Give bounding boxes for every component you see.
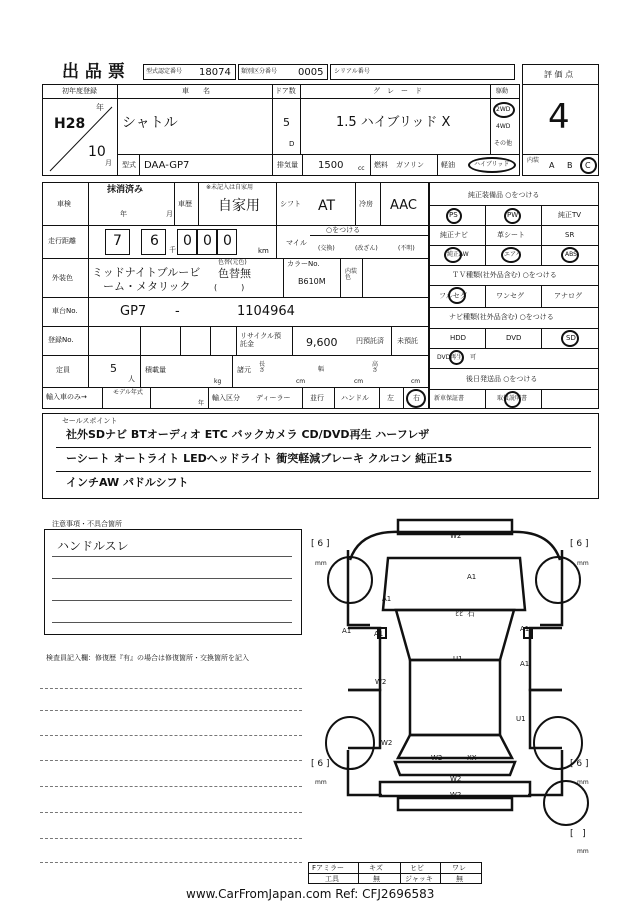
tread-front-left-unit: mm	[315, 560, 327, 567]
left-rear-quarter	[348, 750, 382, 795]
model-value: DAA-GP7	[144, 160, 190, 171]
inspection-value: 抹消済み	[107, 185, 144, 195]
damage-w2-left-rear-door: W2	[375, 678, 387, 686]
chassis-prefix: GP7	[120, 304, 147, 319]
door-d: D	[289, 140, 295, 148]
door-label: ドア数	[275, 87, 296, 95]
model-label: 型式	[122, 161, 136, 169]
first-registration-month: 10	[88, 144, 106, 160]
registration-label: 登録No.	[48, 336, 74, 344]
wheel-front-right	[536, 557, 580, 603]
import-dealer: ディーラー	[256, 394, 291, 402]
tread-rear-right: [ 6 ]	[570, 759, 589, 769]
hood	[383, 558, 525, 610]
dimension-width-cm: cm	[354, 378, 364, 385]
sales-point-line3: インチAW パドルシフト	[66, 476, 189, 489]
year-unit: 年	[96, 103, 104, 112]
equip-pw-circle	[504, 208, 521, 224]
inspection-month-unit: 月	[166, 210, 173, 218]
footer-watermark: www.CarFromJapan.com Ref: CFJ2696583	[186, 887, 435, 901]
dvd-playback-yes: 可	[470, 354, 477, 361]
dimension-height: 高さ	[372, 361, 379, 374]
first-registration-label: 初年度登録	[62, 87, 97, 95]
fuel-gasoline: ガソリン	[396, 161, 424, 169]
after-manual-circle	[504, 391, 521, 408]
chassis-number: 1104964	[237, 304, 295, 319]
tread-rear-right-unit: mm	[577, 779, 589, 786]
usage-label: 車歴	[178, 200, 192, 208]
color-number-value: B610M	[298, 277, 326, 286]
mileage-km: km	[258, 247, 269, 255]
grade-value: 1.5 ハイブリッド X	[336, 115, 451, 130]
tread-spare: [ ]	[570, 829, 586, 839]
interior-c: C	[585, 161, 591, 170]
capacity-label: 定員	[56, 366, 70, 374]
right-front-fender	[540, 550, 562, 625]
interior-color-label: 内装色	[345, 268, 358, 281]
cc-unit: cc	[358, 165, 365, 172]
recycle-unpaid: 未預託	[397, 337, 418, 345]
notes-line1: ハンドルスレ	[57, 539, 129, 553]
sales-point-line1: 社外SDナビ BTオーディオ ETC バックカメラ CD/DVD再生 ハーフレザ	[66, 428, 430, 441]
damage-xx-trunk: XX	[467, 754, 477, 762]
color-change-label: 色替(元色)	[218, 259, 247, 266]
month-unit: 月	[105, 159, 112, 167]
rear-bumper	[398, 798, 512, 810]
recycle-value: 9,600	[306, 336, 338, 349]
details-box	[42, 182, 429, 409]
navi-dvd: DVD	[506, 334, 522, 342]
inspection-year-unit: 年	[120, 210, 127, 218]
equip-pw: PW	[507, 211, 519, 219]
equip-genuine-aw: 純正AW	[447, 251, 469, 258]
handle-right: 右	[413, 394, 420, 402]
navi-sd-circle	[561, 330, 579, 347]
shift-label: シフト	[280, 200, 301, 208]
right-rear-quarter	[528, 750, 562, 795]
legend-crack: ヒビ	[410, 864, 424, 872]
equip-ps-circle	[446, 208, 462, 224]
drive-2wd: 2WD	[496, 106, 511, 113]
mileage-digit-2: 6	[150, 233, 159, 249]
mile-option-tampered: (改ざん)	[355, 245, 378, 252]
dimension-height-cm: cm	[411, 378, 421, 385]
class-number-value: 0005	[298, 67, 324, 78]
displacement-label: 排気量	[277, 161, 298, 169]
navi-sd: SD	[566, 334, 576, 342]
score-label: 評 価 点	[544, 70, 574, 79]
dvd-playback-label: DVD再生	[437, 354, 463, 361]
interior-b: B	[567, 161, 573, 170]
interior-a: A	[549, 161, 555, 170]
equip-sr: SR	[565, 231, 575, 239]
damage-w2-front-bumper: W2	[450, 532, 462, 540]
wheel-rear-left	[326, 717, 374, 769]
dimension-label: 諸元	[237, 366, 251, 374]
dimension-length-cm: cm	[296, 378, 306, 385]
mileage-digit-3: 0	[183, 233, 192, 249]
left-front-fender	[348, 550, 370, 625]
tv-fullseg: フルセグ	[439, 292, 467, 300]
ac-value: AAC	[390, 198, 417, 213]
after-manual: 取扱説明書	[497, 395, 528, 402]
import-category-label: 輸入区分	[212, 394, 240, 402]
equip-airbag-circle	[501, 247, 521, 263]
serial-number-label: シリアル番号	[334, 68, 370, 75]
equip-airbag: エアバ	[504, 251, 522, 258]
class-number-label: 類別区分番号	[241, 68, 278, 75]
notes-label: 注意事項・不具合箇所	[52, 520, 122, 528]
dvd-playback-circle	[449, 350, 464, 365]
spare-tire	[544, 781, 588, 825]
legend-scratch: キズ	[369, 864, 383, 872]
load-unit: kg	[214, 378, 222, 385]
damage-w2-rear-bumper-upper: W2	[450, 775, 462, 783]
mileage-digit-4: 0	[203, 233, 212, 249]
recycle-label: リサイクル預託金	[240, 332, 282, 349]
shift-value: AT	[318, 198, 336, 214]
color-change-paren: ( )	[214, 283, 245, 292]
tv-fullseg-circle	[448, 287, 466, 304]
page-title: 出 品 票	[62, 62, 125, 82]
legend-tools-value: 無	[373, 875, 380, 883]
equip-leather: 革シート	[497, 231, 525, 239]
mile-note: ○をつける	[326, 226, 361, 234]
color-change-value: 色替無	[218, 267, 251, 280]
mileage-thousand: 千	[169, 246, 176, 254]
legend-tools: 工具	[325, 875, 339, 883]
sales-point-label: セールスポイント	[62, 417, 118, 425]
import-parallel: 並行	[310, 394, 324, 402]
legend-break: ワレ	[452, 864, 466, 872]
approval-number-label: 型式認定番号	[146, 68, 183, 75]
trunk	[395, 762, 515, 775]
displacement-value: 1500	[318, 160, 344, 171]
fuel-hybrid-circle	[468, 157, 516, 173]
navi-hdd: HDD	[450, 334, 467, 342]
handle-right-circle	[406, 389, 426, 408]
tv-oneseg: ワンセグ	[496, 292, 524, 300]
capacity-value: 5	[110, 362, 117, 375]
damage-u1-roof: U1	[453, 655, 463, 663]
capacity-unit: 人	[128, 375, 135, 383]
approval-number-value: 18074	[199, 67, 231, 78]
inspection-label: 車検	[57, 200, 71, 208]
damage-a1-right-door-2: A1	[520, 660, 530, 668]
right-front-door	[530, 628, 562, 690]
tread-front-right: [ 6 ]	[570, 539, 589, 549]
handle-left: 左	[387, 394, 394, 402]
color-label: 外装色	[52, 274, 73, 282]
legend-jack: ジャッキ	[405, 875, 433, 883]
door-value: 5	[283, 116, 290, 129]
damage-a1-left-fender: A1	[382, 595, 392, 603]
interior-label: 内装	[527, 157, 540, 164]
dimension-width: 幅	[318, 366, 325, 373]
damage-a1-left-door: A1	[342, 627, 352, 635]
damage-w2-left-quarter: W2	[381, 739, 393, 747]
load-label: 積載量	[145, 366, 166, 374]
damage-u1-right-rear: U1	[516, 715, 526, 723]
rear-window	[398, 735, 512, 758]
usage-value: 自家用	[218, 198, 260, 214]
mileage-label: 走行距離	[48, 237, 76, 245]
tv-title: ＴＶ種類(社外品含む) ○をつける	[452, 271, 557, 279]
drive-label: 駆動	[496, 88, 509, 95]
damage-w2-rear-bumper: W2	[450, 791, 462, 799]
equip-genuine-tv: 純正TV	[558, 211, 582, 219]
navi-title: ナビ種類(社外品含む) ○をつける	[449, 313, 554, 321]
sales-point-line2: ーシート オートライト LEDヘッドライト 衝突軽減ブレーキ クルコン 純正15	[66, 452, 453, 465]
car-name-value: シャトル	[122, 115, 178, 131]
equip-abs-circle	[561, 247, 579, 263]
left-rear-door	[348, 690, 380, 748]
chassis-dash: -	[175, 304, 180, 319]
after-ship-title: 後日発送品 ○をつける	[466, 375, 538, 383]
damage-chip-windshield: ﾋﾋﾞ石	[455, 609, 475, 618]
mileage-digit-5: 0	[223, 233, 232, 249]
recycle-paid: 円預託済	[356, 337, 384, 345]
score-value: 4	[548, 97, 570, 137]
fuel-hybrid: ハイブリッド	[474, 161, 510, 168]
damage-a1-right-door: A1	[520, 625, 530, 633]
equip-genuine-navi: 純正ナビ	[440, 231, 468, 239]
roof	[410, 660, 500, 735]
tv-analog: アナログ	[554, 292, 582, 300]
mile-option-unknown: (不明)	[398, 245, 415, 252]
inspector-note: 検査員記入欄：修復歴『有』の場合は修復箇所・交換箇所を記入	[46, 654, 249, 662]
import-label: 輸入車のみ→	[46, 393, 87, 401]
damage-a1-left-door-2: A1	[374, 630, 384, 638]
legend-mirror: Fアミラー	[312, 864, 345, 872]
mile-option-replaced: (交換)	[318, 245, 335, 252]
mileage-digit-1: 7	[113, 233, 122, 249]
handle-label: ハンドル	[341, 394, 369, 402]
model-year-label: モデル年式	[113, 389, 143, 396]
chassis-label: 車台No.	[52, 307, 78, 315]
legend-jack-value: 無	[456, 875, 463, 883]
car-name-label: 車 名	[182, 87, 210, 95]
color-number-label: カラーNo.	[287, 260, 320, 268]
tread-rear-left-unit: mm	[315, 779, 327, 786]
drive-2wd-circle	[493, 102, 515, 118]
after-warranty: 新車保証書	[434, 395, 465, 402]
tread-front-left: [ 6 ]	[311, 539, 330, 549]
color-value-line1: ミッドナイトブルービ	[92, 266, 201, 279]
damage-w2-trunk: W2	[431, 754, 443, 762]
wheel-front-left	[328, 557, 372, 603]
grade-label: グ レ ー ド	[373, 87, 422, 95]
equip-abs: ABS	[565, 251, 577, 258]
interior-c-circle	[580, 157, 597, 174]
tread-front-right-unit: mm	[577, 560, 589, 567]
car-damage-diagram	[300, 510, 610, 870]
fuel-label: 燃料	[374, 161, 388, 169]
drive-other: その他	[494, 140, 513, 147]
first-registration-year: H28	[54, 116, 86, 132]
color-value-line2: ーム・メタリック	[103, 280, 191, 293]
equip-aw-circle	[444, 247, 462, 263]
equip-ps: PS	[449, 211, 458, 219]
tread-spare-unit: mm	[577, 848, 589, 855]
ac-label: 冷房	[359, 200, 373, 208]
fuel-diesel: 軽油	[441, 161, 455, 169]
usage-note: ※未記入は自家用	[206, 184, 254, 191]
tread-rear-left: [ 6 ]	[311, 759, 330, 769]
model-year-unit: 年	[198, 400, 205, 407]
mile-label: マイル	[286, 239, 307, 247]
dimension-length: 長さ	[259, 361, 266, 374]
genuine-title: 純正装備品 ○をつける	[468, 191, 540, 199]
drive-4wd: 4WD	[496, 123, 511, 130]
damage-a1-hood: A1	[467, 573, 477, 581]
